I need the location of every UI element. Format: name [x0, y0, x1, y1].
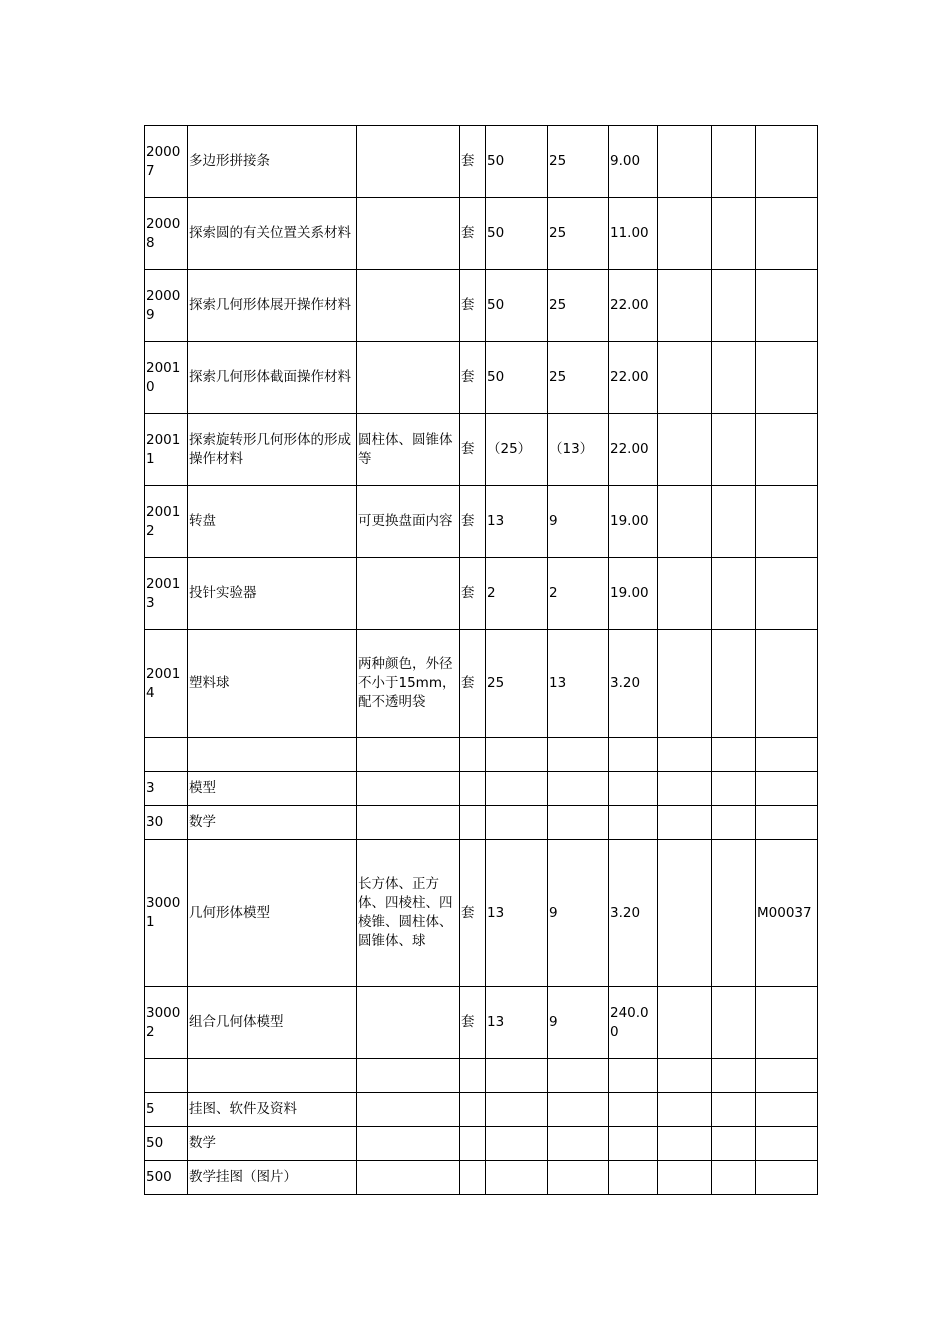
quantity-b-cell: （13） — [548, 414, 609, 486]
item-code-cell: 20012 — [145, 486, 188, 558]
item-code-cell: 5 — [145, 1093, 188, 1127]
item-spec-cell — [357, 270, 460, 342]
reference-code-cell — [756, 772, 818, 806]
unit-price-cell: 22.00 — [609, 414, 658, 486]
reference-code-cell — [756, 806, 818, 840]
item-unit-cell: 套 — [460, 630, 486, 738]
quantity-b-cell: 25 — [548, 198, 609, 270]
quantity-b-cell: 2 — [548, 558, 609, 630]
extra-col-1-cell — [658, 270, 712, 342]
extra-col-2-cell — [712, 987, 756, 1059]
reference-code-cell — [756, 342, 818, 414]
unit-price-cell: 3.20 — [609, 840, 658, 987]
item-spec-cell — [357, 738, 460, 772]
item-name-cell: 投针实验器 — [188, 558, 357, 630]
extra-col-2-cell — [712, 1093, 756, 1127]
unit-price-cell: 240.00 — [609, 987, 658, 1059]
equipment-table-body — [145, 126, 818, 1195]
item-name-cell: 探索旋转形几何形体的形成操作材料 — [188, 414, 357, 486]
quantity-a-cell: 50 — [486, 126, 548, 198]
extra-col-2-cell — [712, 558, 756, 630]
extra-col-1-cell — [658, 486, 712, 558]
extra-col-2-cell — [712, 198, 756, 270]
table-row — [145, 558, 818, 630]
extra-col-2-cell — [712, 772, 756, 806]
unit-price-cell — [609, 738, 658, 772]
item-unit-cell: 套 — [460, 342, 486, 414]
extra-col-1-cell — [658, 987, 712, 1059]
equipment-table — [144, 125, 818, 1195]
item-name-cell: 探索几何形体展开操作材料 — [188, 270, 357, 342]
table-row — [145, 1127, 818, 1161]
quantity-a-cell: 13 — [486, 987, 548, 1059]
unit-price-cell — [609, 772, 658, 806]
extra-col-1-cell — [658, 630, 712, 738]
extra-col-2-cell — [712, 738, 756, 772]
item-name-cell: 数学 — [188, 806, 357, 840]
extra-col-2-cell — [712, 806, 756, 840]
item-spec-cell — [357, 198, 460, 270]
item-code-cell: 30001 — [145, 840, 188, 987]
item-unit-cell — [460, 1127, 486, 1161]
quantity-b-cell: 25 — [548, 270, 609, 342]
item-unit-cell: 套 — [460, 270, 486, 342]
reference-code-cell — [756, 1127, 818, 1161]
item-unit-cell — [460, 738, 486, 772]
quantity-a-cell: 13 — [486, 486, 548, 558]
table-row — [145, 806, 818, 840]
extra-col-1-cell — [658, 840, 712, 987]
item-name-cell: 组合几何体模型 — [188, 987, 357, 1059]
item-name-cell: 几何形体模型 — [188, 840, 357, 987]
extra-col-1-cell — [658, 772, 712, 806]
table-row — [145, 126, 818, 198]
item-spec-cell: 两种颜色，外径不小于15mm，配不透明袋 — [357, 630, 460, 738]
item-name-cell — [188, 738, 357, 772]
item-unit-cell — [460, 1059, 486, 1093]
table-row — [145, 198, 818, 270]
table-row — [145, 1161, 818, 1195]
quantity-b-cell — [548, 806, 609, 840]
item-name-cell: 塑料球 — [188, 630, 357, 738]
quantity-a-cell: 50 — [486, 270, 548, 342]
item-name-cell — [188, 1059, 357, 1093]
item-spec-cell: 可更换盘面内容 — [357, 486, 460, 558]
extra-col-1-cell — [658, 1127, 712, 1161]
extra-col-2-cell — [712, 342, 756, 414]
item-code-cell: 20010 — [145, 342, 188, 414]
quantity-a-cell — [486, 1093, 548, 1127]
table-row — [145, 738, 818, 772]
item-unit-cell: 套 — [460, 987, 486, 1059]
item-spec-cell — [357, 1127, 460, 1161]
reference-code-cell — [756, 198, 818, 270]
quantity-a-cell — [486, 1059, 548, 1093]
unit-price-cell — [609, 1093, 658, 1127]
item-spec-cell — [357, 1093, 460, 1127]
reference-code-cell — [756, 1059, 818, 1093]
unit-price-cell: 9.00 — [609, 126, 658, 198]
extra-col-1-cell — [658, 558, 712, 630]
item-unit-cell: 套 — [460, 486, 486, 558]
item-unit-cell — [460, 1093, 486, 1127]
quantity-a-cell — [486, 1127, 548, 1161]
item-code-cell: 500 — [145, 1161, 188, 1195]
item-spec-cell: 圆柱体、圆锥体等 — [357, 414, 460, 486]
extra-col-1-cell — [658, 1093, 712, 1127]
item-name-cell: 转盘 — [188, 486, 357, 558]
item-name-cell: 数学 — [188, 1127, 357, 1161]
unit-price-cell: 11.00 — [609, 198, 658, 270]
item-unit-cell: 套 — [460, 126, 486, 198]
item-code-cell: 20009 — [145, 270, 188, 342]
item-unit-cell: 套 — [460, 558, 486, 630]
item-code-cell: 30002 — [145, 987, 188, 1059]
reference-code-cell — [756, 270, 818, 342]
quantity-a-cell: 25 — [486, 630, 548, 738]
extra-col-2-cell — [712, 486, 756, 558]
extra-col-1-cell — [658, 198, 712, 270]
quantity-b-cell — [548, 1059, 609, 1093]
extra-col-1-cell — [658, 1059, 712, 1093]
extra-col-2-cell — [712, 270, 756, 342]
quantity-a-cell: 50 — [486, 198, 548, 270]
quantity-b-cell — [548, 1127, 609, 1161]
item-code-cell — [145, 1059, 188, 1093]
quantity-b-cell: 25 — [548, 342, 609, 414]
unit-price-cell: 22.00 — [609, 270, 658, 342]
reference-code-cell — [756, 486, 818, 558]
item-spec-cell — [357, 1161, 460, 1195]
table-row — [145, 1059, 818, 1093]
quantity-b-cell — [548, 1161, 609, 1195]
item-spec-cell — [357, 806, 460, 840]
table-row — [145, 270, 818, 342]
item-unit-cell — [460, 806, 486, 840]
table-row — [145, 342, 818, 414]
table-row — [145, 987, 818, 1059]
unit-price-cell: 19.00 — [609, 558, 658, 630]
item-code-cell — [145, 738, 188, 772]
extra-col-2-cell — [712, 414, 756, 486]
item-unit-cell — [460, 1161, 486, 1195]
quantity-b-cell — [548, 772, 609, 806]
table-row — [145, 486, 818, 558]
reference-code-cell — [756, 987, 818, 1059]
table-row — [145, 1093, 818, 1127]
reference-code-cell — [756, 126, 818, 198]
item-code-cell: 20007 — [145, 126, 188, 198]
item-name-cell: 挂图、软件及资料 — [188, 1093, 357, 1127]
reference-code-cell — [756, 738, 818, 772]
extra-col-1-cell — [658, 1161, 712, 1195]
unit-price-cell — [609, 806, 658, 840]
item-code-cell: 3 — [145, 772, 188, 806]
unit-price-cell: 3.20 — [609, 630, 658, 738]
item-code-cell: 20008 — [145, 198, 188, 270]
item-unit-cell: 套 — [460, 840, 486, 987]
reference-code-cell — [756, 630, 818, 738]
quantity-a-cell: 13 — [486, 840, 548, 987]
extra-col-1-cell — [658, 806, 712, 840]
quantity-b-cell: 9 — [548, 987, 609, 1059]
item-spec-cell — [357, 987, 460, 1059]
quantity-b-cell: 9 — [548, 486, 609, 558]
quantity-b-cell — [548, 738, 609, 772]
unit-price-cell — [609, 1127, 658, 1161]
quantity-b-cell: 13 — [548, 630, 609, 738]
extra-col-1-cell — [658, 414, 712, 486]
extra-col-2-cell — [712, 126, 756, 198]
extra-col-1-cell — [658, 342, 712, 414]
item-code-cell: 30 — [145, 806, 188, 840]
quantity-a-cell — [486, 1161, 548, 1195]
item-code-cell: 20011 — [145, 414, 188, 486]
quantity-b-cell: 9 — [548, 840, 609, 987]
item-unit-cell: 套 — [460, 198, 486, 270]
item-code-cell: 50 — [145, 1127, 188, 1161]
quantity-a-cell: （25） — [486, 414, 548, 486]
item-unit-cell: 套 — [460, 414, 486, 486]
table-row — [145, 840, 818, 987]
reference-code-cell: M00037 — [756, 840, 818, 987]
extra-col-2-cell — [712, 630, 756, 738]
extra-col-1-cell — [658, 126, 712, 198]
item-name-cell: 教学挂图（图片） — [188, 1161, 357, 1195]
quantity-a-cell — [486, 806, 548, 840]
quantity-a-cell — [486, 738, 548, 772]
reference-code-cell — [756, 414, 818, 486]
item-spec-cell — [357, 1059, 460, 1093]
item-name-cell: 多边形拼接条 — [188, 126, 357, 198]
item-name-cell: 探索圆的有关位置关系材料 — [188, 198, 357, 270]
item-code-cell: 20013 — [145, 558, 188, 630]
unit-price-cell — [609, 1161, 658, 1195]
quantity-a-cell: 2 — [486, 558, 548, 630]
extra-col-2-cell — [712, 1161, 756, 1195]
item-spec-cell — [357, 342, 460, 414]
item-spec-cell — [357, 558, 460, 630]
item-code-cell: 20014 — [145, 630, 188, 738]
table-row — [145, 630, 818, 738]
extra-col-1-cell — [658, 738, 712, 772]
reference-code-cell — [756, 1093, 818, 1127]
item-spec-cell — [357, 772, 460, 806]
unit-price-cell: 22.00 — [609, 342, 658, 414]
item-name-cell: 探索几何形体截面操作材料 — [188, 342, 357, 414]
item-unit-cell — [460, 772, 486, 806]
reference-code-cell — [756, 1161, 818, 1195]
unit-price-cell — [609, 1059, 658, 1093]
reference-code-cell — [756, 558, 818, 630]
item-spec-cell — [357, 126, 460, 198]
quantity-b-cell: 25 — [548, 126, 609, 198]
table-row — [145, 414, 818, 486]
item-spec-cell: 长方体、正方体、四棱柱、四棱锥、圆柱体、圆锥体、球 — [357, 840, 460, 987]
extra-col-2-cell — [712, 1059, 756, 1093]
extra-col-2-cell — [712, 1127, 756, 1161]
quantity-a-cell — [486, 772, 548, 806]
unit-price-cell: 19.00 — [609, 486, 658, 558]
item-name-cell: 模型 — [188, 772, 357, 806]
table-row — [145, 772, 818, 806]
quantity-b-cell — [548, 1093, 609, 1127]
quantity-a-cell: 50 — [486, 342, 548, 414]
extra-col-2-cell — [712, 840, 756, 987]
